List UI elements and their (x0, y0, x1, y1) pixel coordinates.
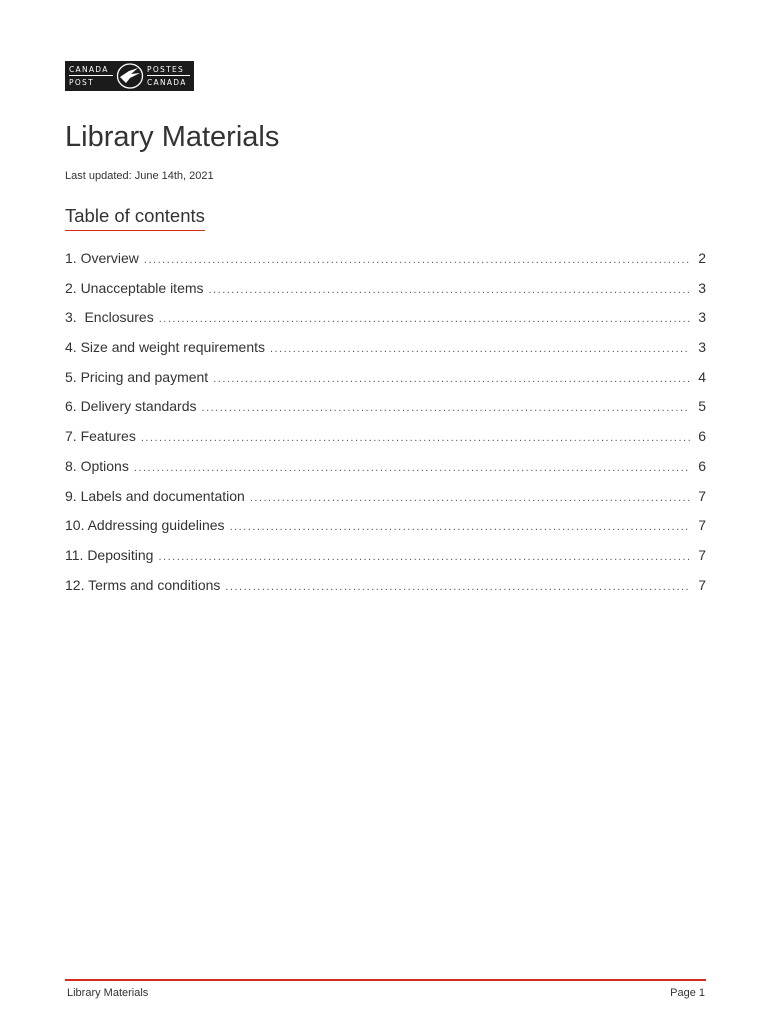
toc-leader-dots (230, 521, 690, 533)
toc-leader-dots (225, 581, 690, 593)
toc-leader-dots (209, 284, 690, 296)
logo-text-post: POST (69, 78, 94, 87)
last-updated-date: Last updated: June 14th, 2021 (65, 170, 214, 182)
logo-text-canada-fr: CANADA (147, 78, 187, 87)
toc-entry-enclosures[interactable] (65, 309, 706, 339)
toc-entry-label[interactable]: 8. Options (65, 457, 129, 474)
toc-leader-dots (270, 343, 690, 355)
toc-entry-page: 7 (698, 546, 706, 563)
footer-document-title: Library Materials (67, 987, 149, 999)
page-title: Library Materials (65, 121, 280, 153)
logo-divider-right (147, 75, 190, 76)
toc-entry-features[interactable] (65, 428, 706, 458)
toc-entry-label[interactable]: 3. Enclosures (65, 309, 154, 326)
toc-leader-dots (144, 254, 690, 266)
table-of-contents (65, 250, 706, 606)
toc-entry-label[interactable]: 2. Unacceptable items (65, 279, 204, 296)
toc-entry-options[interactable] (65, 458, 706, 488)
toc-entry-page: 3 (698, 309, 706, 326)
toc-leader-dots (213, 373, 690, 385)
toc-leader-dots (202, 402, 690, 414)
toc-entry-label[interactable]: 10. Addressing guidelines (65, 517, 225, 534)
toc-entry-unacceptable-items[interactable] (65, 280, 706, 310)
logo-text-postes: POSTES (147, 65, 185, 74)
toc-leader-dots (159, 313, 690, 325)
toc-entry-page: 5 (698, 398, 706, 415)
toc-entry-label[interactable]: 9. Labels and documentation (65, 487, 245, 504)
toc-entry-label[interactable]: 12. Terms and conditions (65, 576, 221, 593)
footer-page-number: Page 1 (670, 987, 705, 999)
toc-heading: Table of contents (65, 205, 205, 231)
toc-entry-label[interactable]: 6. Delivery standards (65, 398, 197, 415)
toc-entry-page: 7 (698, 487, 706, 504)
toc-entry-overview[interactable] (65, 250, 706, 280)
toc-entry-page: 3 (698, 339, 706, 356)
logo-text-canada-en: CANADA (69, 65, 109, 74)
toc-entry-page: 6 (698, 457, 706, 474)
toc-entry-addressing[interactable] (65, 517, 706, 547)
toc-entry-page: 3 (698, 279, 706, 296)
toc-entry-terms[interactable] (65, 577, 706, 607)
toc-entry-delivery-standards[interactable] (65, 398, 706, 428)
toc-entry-labels[interactable] (65, 488, 706, 518)
toc-leader-dots (158, 551, 690, 563)
toc-entry-page: 4 (698, 368, 706, 385)
toc-entry-label[interactable]: 1. Overview (65, 250, 139, 266)
canada-post-logo (65, 61, 194, 91)
toc-leader-dots (141, 432, 690, 444)
toc-entry-label[interactable]: 11. Depositing (65, 546, 154, 563)
toc-entry-label[interactable]: 5. Pricing and payment (65, 368, 209, 385)
toc-entry-page: 2 (698, 250, 706, 266)
toc-leader-dots (134, 462, 690, 474)
toc-entry-pricing[interactable] (65, 369, 706, 399)
toc-entry-depositing[interactable] (65, 547, 706, 577)
logo-divider-left (69, 75, 113, 76)
toc-entry-page: 7 (698, 517, 706, 534)
toc-entry-page: 6 (698, 428, 706, 445)
toc-entry-page: 7 (698, 576, 706, 593)
eagle-icon (115, 62, 145, 90)
toc-entry-label[interactable]: 7. Features (65, 428, 136, 445)
toc-entry-size-weight[interactable] (65, 339, 706, 369)
toc-entry-label[interactable]: 4. Size and weight requirements (65, 339, 265, 356)
toc-leader-dots (250, 492, 690, 504)
footer-divider (65, 979, 706, 981)
